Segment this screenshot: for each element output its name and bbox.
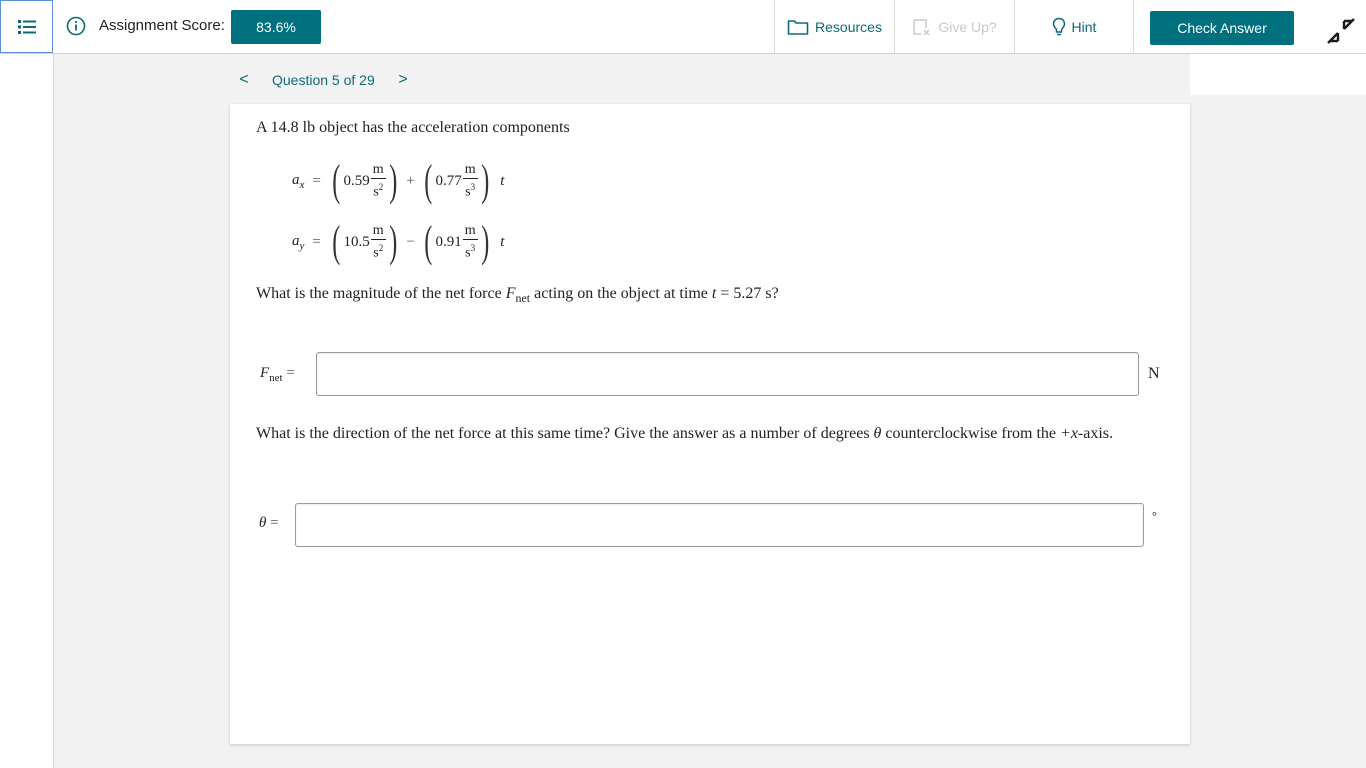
previous-question-button[interactable] [236,70,252,90]
ax-variable: $a_x$ [292,171,305,191]
right-paren: ) [480,217,489,266]
ax-equals: = [312,172,321,189]
list-icon [18,19,36,35]
equation-ax [292,156,504,206]
folder-icon [787,18,809,36]
give-up-label: Give Up? [938,18,997,35]
ay-equals: = [312,233,321,250]
right-rail [1190,54,1366,95]
degree-unit: ° [1152,509,1157,523]
fnet-answer-input[interactable] [316,352,1139,396]
right-paren: ) [388,217,398,266]
ax-unit-2: $\frac{m}{s^3}$ [464,161,476,200]
top-toolbar [0,0,1366,54]
fnet-unit: N [1148,365,1160,382]
check-answer-button[interactable]: Check Answer [1150,11,1294,45]
ay-unit-1: $\frac{m}{s^2}$ [372,222,384,261]
ax-unit-1: $\frac{m}{s^2}$ [372,161,384,200]
ax-operator: + [406,172,415,189]
assignment-score-badge: 83.6% [231,10,321,44]
ay-time-var: t [500,233,505,250]
assignment-score-label: Assignment Score: [99,17,225,34]
chevron-left-icon: < [239,71,249,88]
hint-button[interactable] [1014,0,1134,53]
ax-time-var: t [500,172,505,189]
resources-button[interactable] [774,0,894,53]
ay-unit-2: $\frac{m}{s^3}$ [464,222,476,261]
question-nav-bar [54,54,1190,95]
hint-label: Hint [1071,18,1097,35]
chevron-right-icon: > [398,71,408,88]
right-paren: ) [480,156,489,205]
question-part-2-text: What is the direction of the net force at this same time? Give the answer as a number of degrees θ counterclockwise from the +x-axis. [256,425,1114,442]
left-paren: ( [332,217,341,266]
equation-ay [292,217,504,267]
give-up-button[interactable] [894,0,1014,53]
question-counter[interactable]: Question 5 of 29 [272,72,375,88]
left-rail [0,54,54,768]
ay-coef-2: 0.91 [435,233,462,250]
ay-coef-1: 10.5 [343,233,370,250]
left-paren: ( [424,217,433,266]
theta-answer-input[interactable] [295,503,1144,547]
fnet-answer-label: $F_{net}$ = [260,365,295,384]
question-card [230,104,1190,744]
ay-operator: − [406,233,415,250]
ay-variable: $a_y$ [292,232,305,252]
question-part-1-text: What is the magnitude of the net force $F_{net}$ acting on the object at time t = 5.27 s? [256,285,779,306]
ax-coef-1: 0.59 [343,172,370,189]
left-paren: ( [332,156,341,205]
collapse-icon[interactable] [1326,16,1356,46]
menu-list-button[interactable] [0,0,53,53]
question-intro: A 14.8 lb object has the acceleration components [256,119,570,136]
left-paren: ( [424,156,433,205]
give-up-icon [912,18,932,36]
ax-coef-2: 0.77 [435,172,462,189]
theta-answer-label: θ = [259,515,279,531]
lightbulb-icon [1052,17,1066,37]
info-icon[interactable] [66,16,86,36]
next-question-button[interactable] [395,70,411,90]
right-paren: ) [388,156,398,205]
resources-label: Resources [815,18,882,35]
